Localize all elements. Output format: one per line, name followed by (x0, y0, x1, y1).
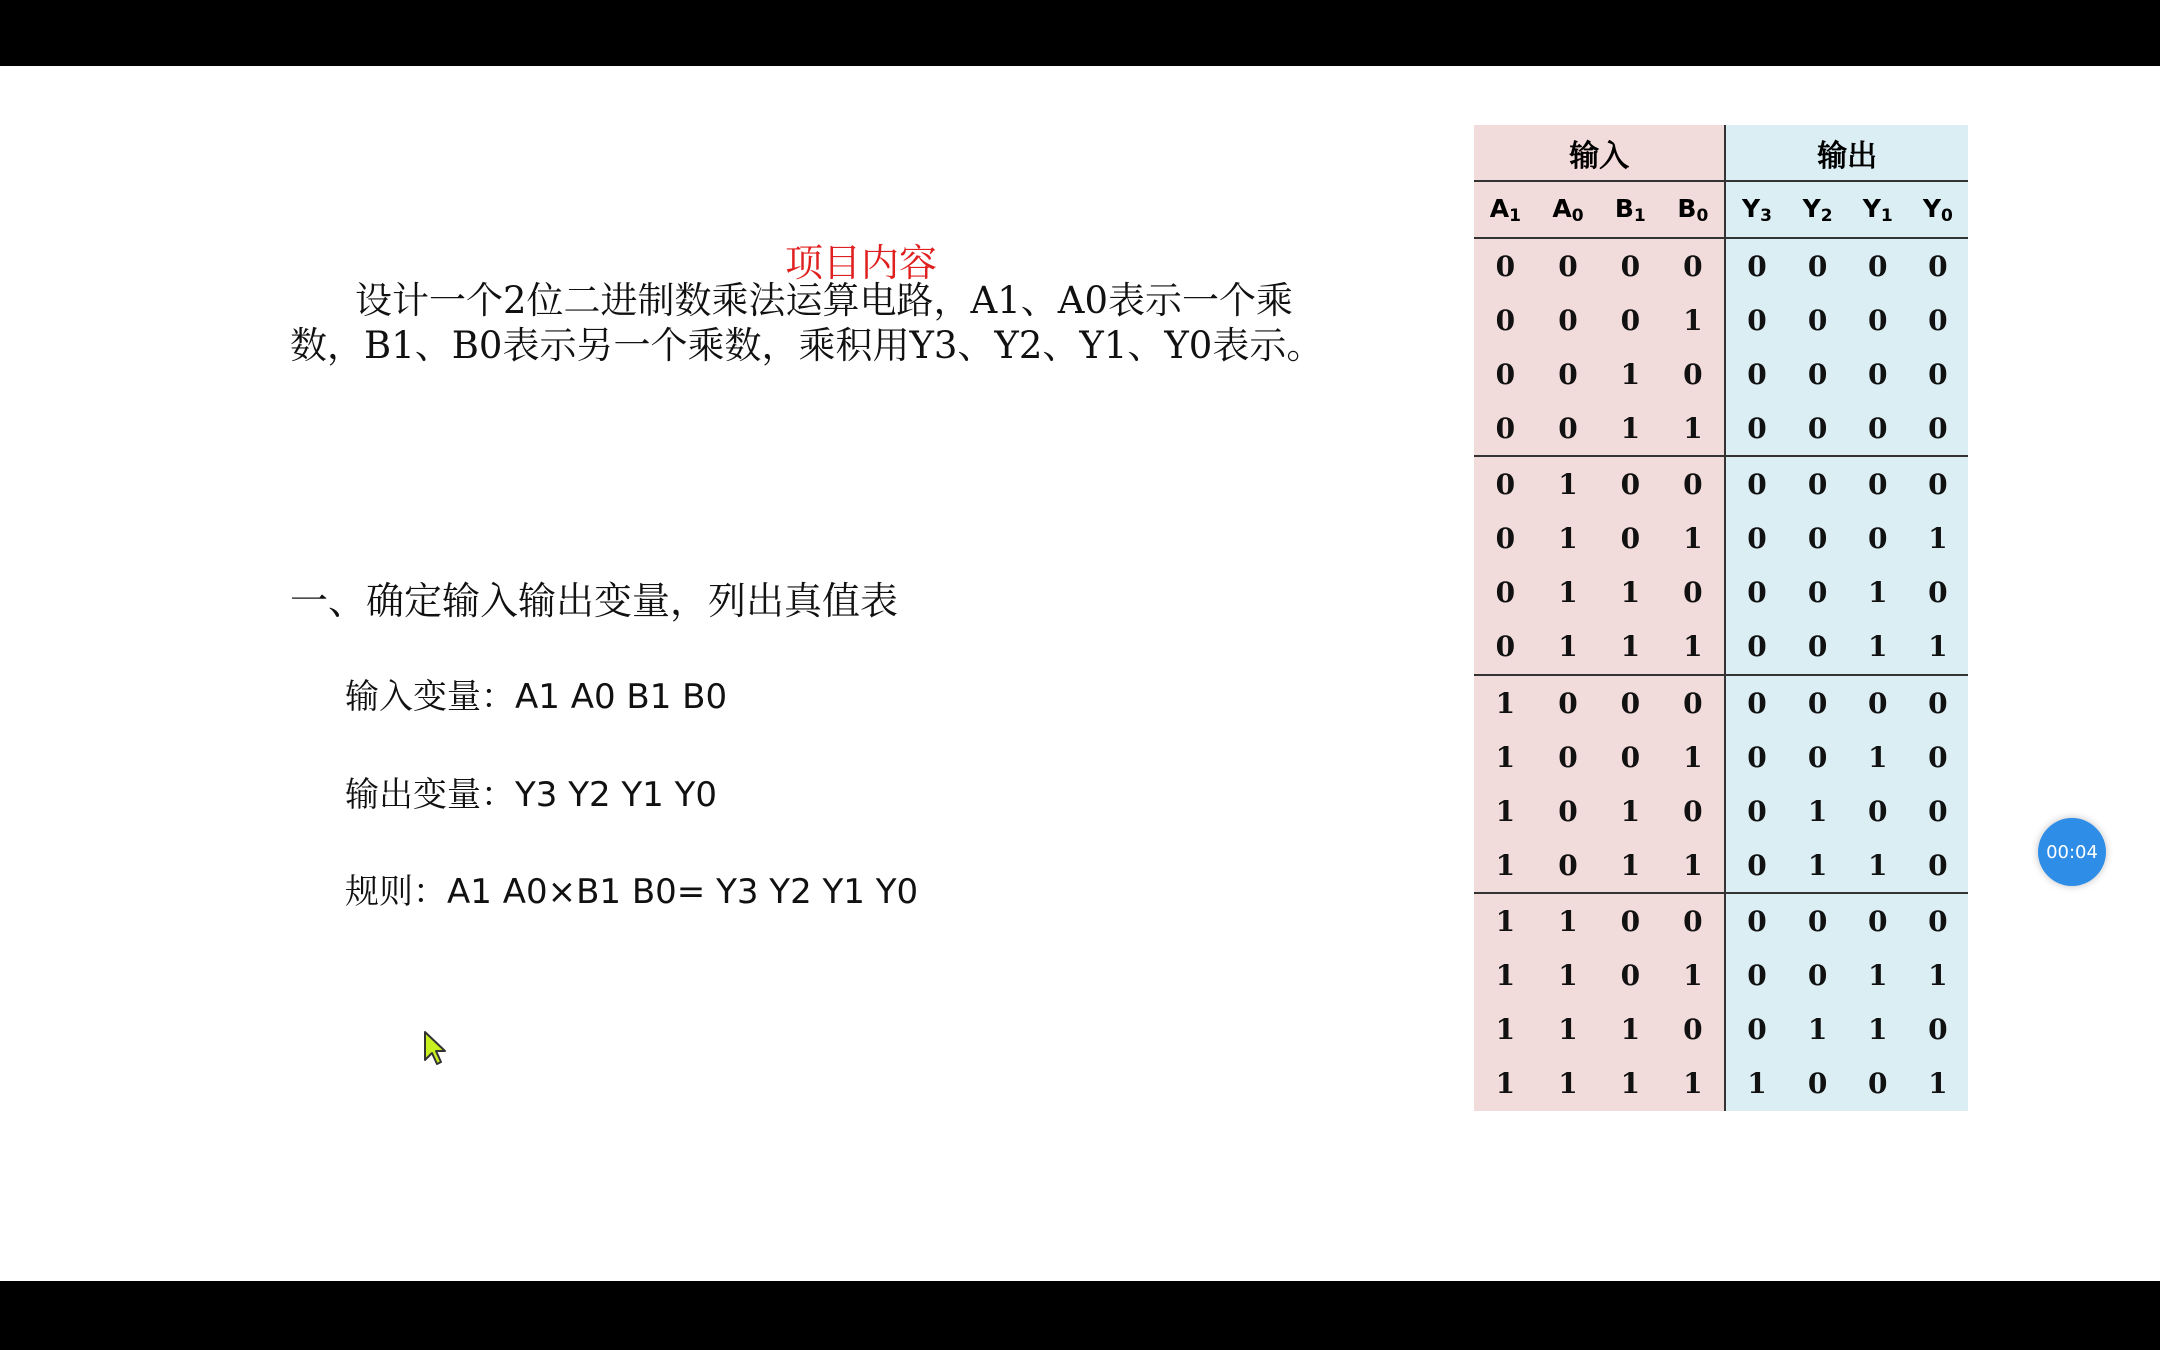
table-cell: 0 (1848, 512, 1908, 566)
project-description-line-2: 数，B1、B0表示另一个乘数，乘积用Y3、Y2、Y1、Y0表示。 (290, 324, 1324, 367)
column-header-a0: $A_0$ (1537, 181, 1600, 238)
table-cell: 0 (1725, 401, 1787, 456)
table-cell: 0 (1537, 401, 1600, 456)
input-variables: 输入变量：A1 A0 B1 B0 (345, 677, 728, 717)
table-cell: 1 (1661, 838, 1725, 893)
table-cell: 0 (1848, 675, 1908, 730)
table-cell: 0 (1661, 893, 1725, 948)
table-cell: 0 (1908, 784, 1968, 838)
table-cell: 0 (1908, 1003, 1968, 1057)
table-cell: 1 (1599, 784, 1661, 838)
table-cell: 0 (1537, 730, 1600, 784)
table-cell: 0 (1661, 1003, 1725, 1057)
table-cell: 0 (1599, 730, 1661, 784)
table-cell: 1 (1661, 401, 1725, 456)
table-cell: 0 (1908, 347, 1968, 401)
project-description (290, 278, 1410, 368)
table-cell: 0 (1788, 675, 1848, 730)
table-cell: 1 (1661, 949, 1725, 1003)
table-row (1474, 1003, 1968, 1057)
table-cell: 0 (1474, 293, 1537, 347)
table-row (1474, 347, 1968, 401)
table-cell: 0 (1848, 456, 1908, 511)
table-cell: 0 (1599, 893, 1661, 948)
table-cell: 0 (1599, 456, 1661, 511)
table-cell: 1 (1848, 566, 1908, 620)
table-row (1474, 620, 1968, 675)
table-cell: 0 (1725, 456, 1787, 511)
table-cell: 0 (1908, 456, 1968, 511)
recording-timer[interactable]: 00:04 (2038, 818, 2106, 886)
truth-table (1474, 125, 1968, 1111)
table-cell: 0 (1537, 838, 1600, 893)
table-cell: 0 (1725, 838, 1787, 893)
table-cell: 0 (1788, 512, 1848, 566)
mouse-cursor-icon (423, 1030, 449, 1066)
project-description-line-1: 设计一个2位二进制数乘法运算电路，A1、A0表示一个乘 (355, 279, 1294, 322)
table-cell: 1 (1599, 1057, 1661, 1111)
table-cell: 1 (1474, 730, 1537, 784)
table-cell: 1 (1537, 512, 1600, 566)
table-cell: 0 (1788, 730, 1848, 784)
table-cell: 1 (1474, 838, 1537, 893)
table-cell: 0 (1725, 620, 1787, 675)
output-group-header: 输出 (1725, 125, 1968, 181)
table-row (1474, 456, 1968, 511)
table-cell: 1 (1908, 1057, 1968, 1111)
table-cell: 1 (1537, 1003, 1600, 1057)
table-cell: 1 (1788, 838, 1848, 893)
table-cell: 1 (1661, 1057, 1725, 1111)
table-cell: 0 (1725, 675, 1787, 730)
table-cell: 0 (1725, 893, 1787, 948)
table-cell: 0 (1788, 893, 1848, 948)
table-cell: 0 (1788, 1057, 1848, 1111)
table-cell: 0 (1848, 401, 1908, 456)
table-cell: 0 (1661, 675, 1725, 730)
table-cell: 1 (1661, 512, 1725, 566)
table-cell: 0 (1474, 566, 1537, 620)
table-cell: 1 (1474, 1057, 1537, 1111)
column-header-y0: $Y_0$ (1908, 181, 1968, 238)
table-cell: 1 (1661, 730, 1725, 784)
table-cell: 1 (1788, 784, 1848, 838)
table-cell: 1 (1474, 675, 1537, 730)
table-cell: 0 (1474, 347, 1537, 401)
table-cell: 0 (1725, 347, 1787, 401)
top-letterbox (0, 0, 2160, 66)
table-row (1474, 512, 1968, 566)
table-row (1474, 784, 1968, 838)
table-row (1474, 238, 1968, 293)
table-cell: 0 (1848, 1057, 1908, 1111)
table-cell: 0 (1908, 893, 1968, 948)
table-cell: 1 (1537, 893, 1600, 948)
table-cell: 0 (1661, 238, 1725, 293)
table-cell: 0 (1908, 675, 1968, 730)
table-cell: 1 (1848, 1003, 1908, 1057)
table-cell: 0 (1599, 949, 1661, 1003)
table-cell: 0 (1848, 347, 1908, 401)
table-cell: 1 (1788, 1003, 1848, 1057)
table-cell: 1 (1599, 401, 1661, 456)
table-cell: 0 (1725, 730, 1787, 784)
table-cell: 1 (1661, 620, 1725, 675)
truth-table-body (1474, 238, 1968, 1111)
table-cell: 0 (1725, 512, 1787, 566)
table-cell: 0 (1661, 566, 1725, 620)
table-cell: 0 (1661, 784, 1725, 838)
table-cell: 1 (1599, 1003, 1661, 1057)
table-cell: 1 (1599, 620, 1661, 675)
table-row (1474, 401, 1968, 456)
column-header-a1: $A_1$ (1474, 181, 1537, 238)
table-cell: 0 (1725, 784, 1787, 838)
table-cell: 1 (1474, 784, 1537, 838)
table-row (1474, 293, 1968, 347)
bottom-letterbox (0, 1281, 2160, 1350)
table-cell: 0 (1599, 238, 1661, 293)
table-cell: 0 (1725, 566, 1787, 620)
table-cell: 0 (1537, 347, 1600, 401)
table-cell: 0 (1908, 730, 1968, 784)
table-cell: 0 (1908, 566, 1968, 620)
table-cell: 1 (1537, 456, 1600, 511)
output-variables: 输出变量：Y3 Y2 Y1 Y0 (345, 775, 718, 815)
table-cell: 0 (1788, 620, 1848, 675)
table-cell: 1 (1474, 949, 1537, 1003)
section-heading: 一、确定输入输出变量，列出真值表 (290, 579, 899, 623)
table-cell: 0 (1908, 238, 1968, 293)
table-cell: 0 (1908, 838, 1968, 893)
table-cell: 0 (1788, 566, 1848, 620)
input-group-header: 输入 (1474, 125, 1725, 181)
table-cell: 1 (1537, 1057, 1600, 1111)
table-cell: 1 (1661, 293, 1725, 347)
table-cell: 1 (1474, 893, 1537, 948)
table-cell: 0 (1788, 238, 1848, 293)
column-header-y1: $Y_1$ (1848, 181, 1908, 238)
table-row (1474, 1057, 1968, 1111)
table-cell: 0 (1788, 347, 1848, 401)
column-header-row (1474, 181, 1968, 238)
table-cell: 0 (1788, 293, 1848, 347)
table-cell: 0 (1661, 347, 1725, 401)
table-cell: 0 (1788, 401, 1848, 456)
table-cell: 0 (1725, 949, 1787, 1003)
column-header-y2: $Y_2$ (1788, 181, 1848, 238)
table-cell: 0 (1599, 293, 1661, 347)
table-cell: 0 (1908, 293, 1968, 347)
table-cell: 1 (1599, 566, 1661, 620)
table-cell: 1 (1537, 620, 1600, 675)
table-cell: 1 (1599, 838, 1661, 893)
table-cell: 0 (1474, 401, 1537, 456)
table-cell: 1 (1908, 949, 1968, 1003)
table-cell: 0 (1725, 1003, 1787, 1057)
table-cell: 0 (1599, 675, 1661, 730)
table-cell: 0 (1908, 401, 1968, 456)
table-cell: 0 (1537, 293, 1600, 347)
table-cell: 1 (1908, 512, 1968, 566)
table-cell: 1 (1599, 347, 1661, 401)
table-cell: 0 (1848, 784, 1908, 838)
table-cell: 0 (1537, 675, 1600, 730)
table-row (1474, 566, 1968, 620)
table-cell: 1 (1725, 1057, 1787, 1111)
table-cell: 0 (1661, 456, 1725, 511)
table-cell: 0 (1788, 949, 1848, 1003)
table-row (1474, 730, 1968, 784)
table-cell: 0 (1848, 293, 1908, 347)
table-cell: 1 (1537, 949, 1600, 1003)
column-header-y3: $Y_3$ (1725, 181, 1787, 238)
column-header-b0: $B_0$ (1661, 181, 1725, 238)
table-cell: 0 (1537, 238, 1600, 293)
table-cell: 0 (1474, 620, 1537, 675)
slide (0, 66, 2160, 1281)
table-cell: 0 (1725, 238, 1787, 293)
table-cell: 1 (1908, 620, 1968, 675)
table-cell: 1 (1848, 949, 1908, 1003)
table-cell: 0 (1599, 512, 1661, 566)
table-cell: 0 (1474, 238, 1537, 293)
table-cell: 0 (1474, 456, 1537, 511)
table-row (1474, 675, 1968, 730)
table-cell: 0 (1788, 456, 1848, 511)
table-cell: 1 (1537, 566, 1600, 620)
multiplication-rule: 规则：A1 A0×B1 B0= Y3 Y2 Y1 Y0 (345, 872, 919, 912)
table-cell: 1 (1474, 1003, 1537, 1057)
table-cell: 0 (1848, 893, 1908, 948)
table-cell: 1 (1848, 620, 1908, 675)
table-cell: 0 (1725, 293, 1787, 347)
project-title: 项目内容 (784, 241, 937, 285)
table-cell: 0 (1848, 238, 1908, 293)
table-cell: 0 (1537, 784, 1600, 838)
table-cell: 1 (1848, 730, 1908, 784)
table-row (1474, 893, 1968, 948)
table-cell: 0 (1474, 512, 1537, 566)
table-row (1474, 949, 1968, 1003)
column-header-b1: $B_1$ (1599, 181, 1661, 238)
table-row (1474, 838, 1968, 893)
table-cell: 1 (1848, 838, 1908, 893)
